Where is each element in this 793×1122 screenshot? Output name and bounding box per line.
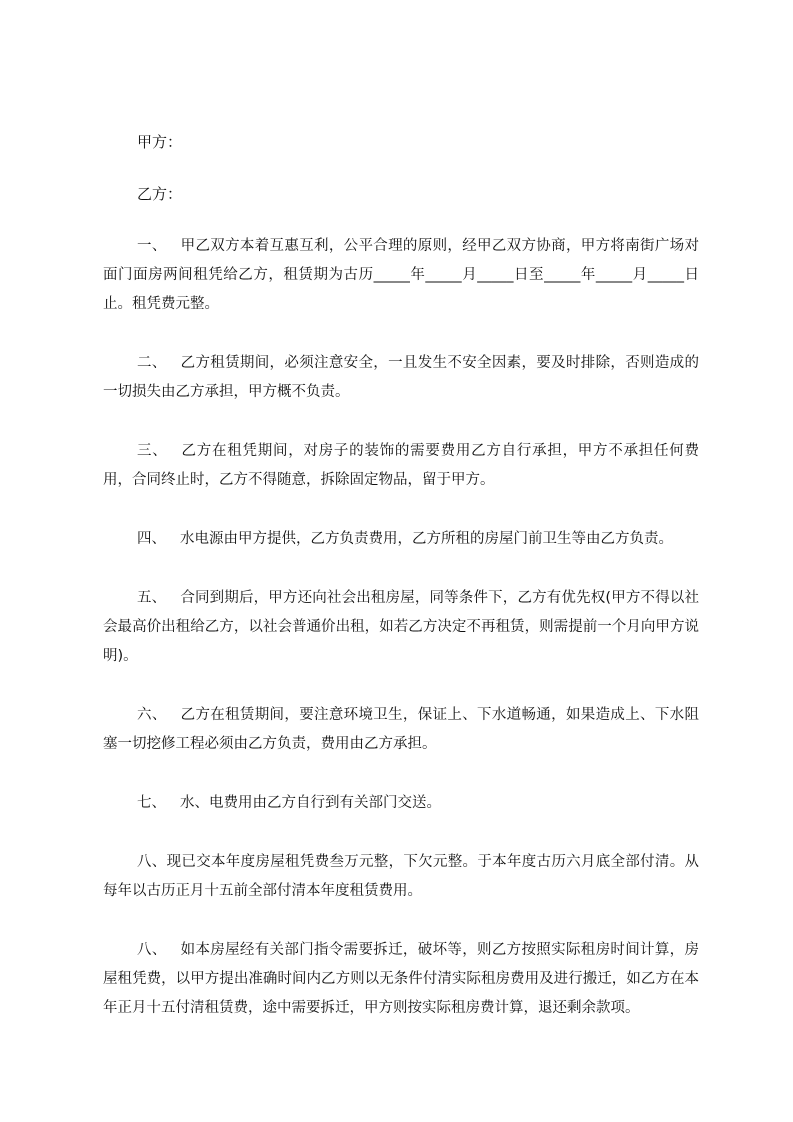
clause-text: 现已交本年度房屋租凭费叁万元整，下欠元整。于本年度古历六月底全部付清。从每年以古历正月十五前全部付清本年度租赁费用。 xyxy=(103,854,700,899)
clause-number: 一、 xyxy=(137,238,167,254)
clause-number: 八、 xyxy=(137,942,167,958)
clause-text: 甲乙双方本着互惠互利，公平合理的原则，经甲乙双方协商，甲方将南街广场对面门面房两间租凭给乙方，租赁期为古历_____年_____月_____日至_____年_____月_____日止。租凭费元整。 xyxy=(103,238,699,312)
clause-8 xyxy=(103,848,699,906)
clause-9 xyxy=(103,936,699,1023)
clause-text: 水、电费用由乙方自行到有关部门交送。 xyxy=(180,795,441,811)
clause-5 xyxy=(103,584,699,671)
clause-text: 合同到期后，甲方还向社会出租房屋，同等条件下，乙方有优先权(甲方不得以社会最高价出租给乙方，以社会普通价出租，如若乙方决定不再租赁，则需提前一个月向甲方说明)。 xyxy=(103,590,700,664)
clause-number: 二、 xyxy=(137,355,167,371)
clause-3 xyxy=(103,437,699,495)
clause-7 xyxy=(103,789,699,818)
clause-2 xyxy=(103,349,699,407)
clause-1 xyxy=(103,232,699,319)
clause-number: 五、 xyxy=(137,590,167,606)
clause-number: 八、 xyxy=(137,854,167,870)
clause-text: 乙方在租赁期间，要注意环境卫生，保证上、下水道畅通，如果造成上、下水阻塞一切挖修工程必须由乙方负责，费用由乙方承担。 xyxy=(103,707,699,752)
clause-number: 六、 xyxy=(137,707,167,723)
clause-text: 乙方在租凭期间，对房子的装饰的需要费用乙方自行承担，甲方不承担任何费用，合同终止时，乙方不得随意，拆除固定物品，留于甲方。 xyxy=(103,443,700,488)
party-b-label: 乙方： xyxy=(137,185,183,203)
clause-number: 三、 xyxy=(137,443,168,459)
contract-clauses xyxy=(103,232,699,1053)
clause-text: 乙方租赁期间，必须注意安全，一且发生不安全因素，要及时排除，否则造成的一切损失由乙方承担，甲方概不负责。 xyxy=(103,355,699,400)
party-a-label: 甲方： xyxy=(137,133,183,151)
clause-number: 四、 xyxy=(137,531,166,547)
clause-4 xyxy=(103,525,699,554)
clause-6 xyxy=(103,701,699,759)
clause-number: 七、 xyxy=(137,795,166,811)
clause-text: 水电源由甲方提供，乙方负责费用，乙方所租的房屋门前卫生等由乙方负责。 xyxy=(180,531,673,547)
clause-text: 如本房屋经有关部门指令需要拆迁，破坏等，则乙方按照实际租房时间计算，房屋租凭费，以甲方提出准确时间内乙方则以无条件付清实际租房费用及进行搬迁，如乙方在本年正月十五付清租赁费，途中需要拆迁，甲方则按实际租房费计算，退还剩余款项。 xyxy=(103,942,699,1016)
